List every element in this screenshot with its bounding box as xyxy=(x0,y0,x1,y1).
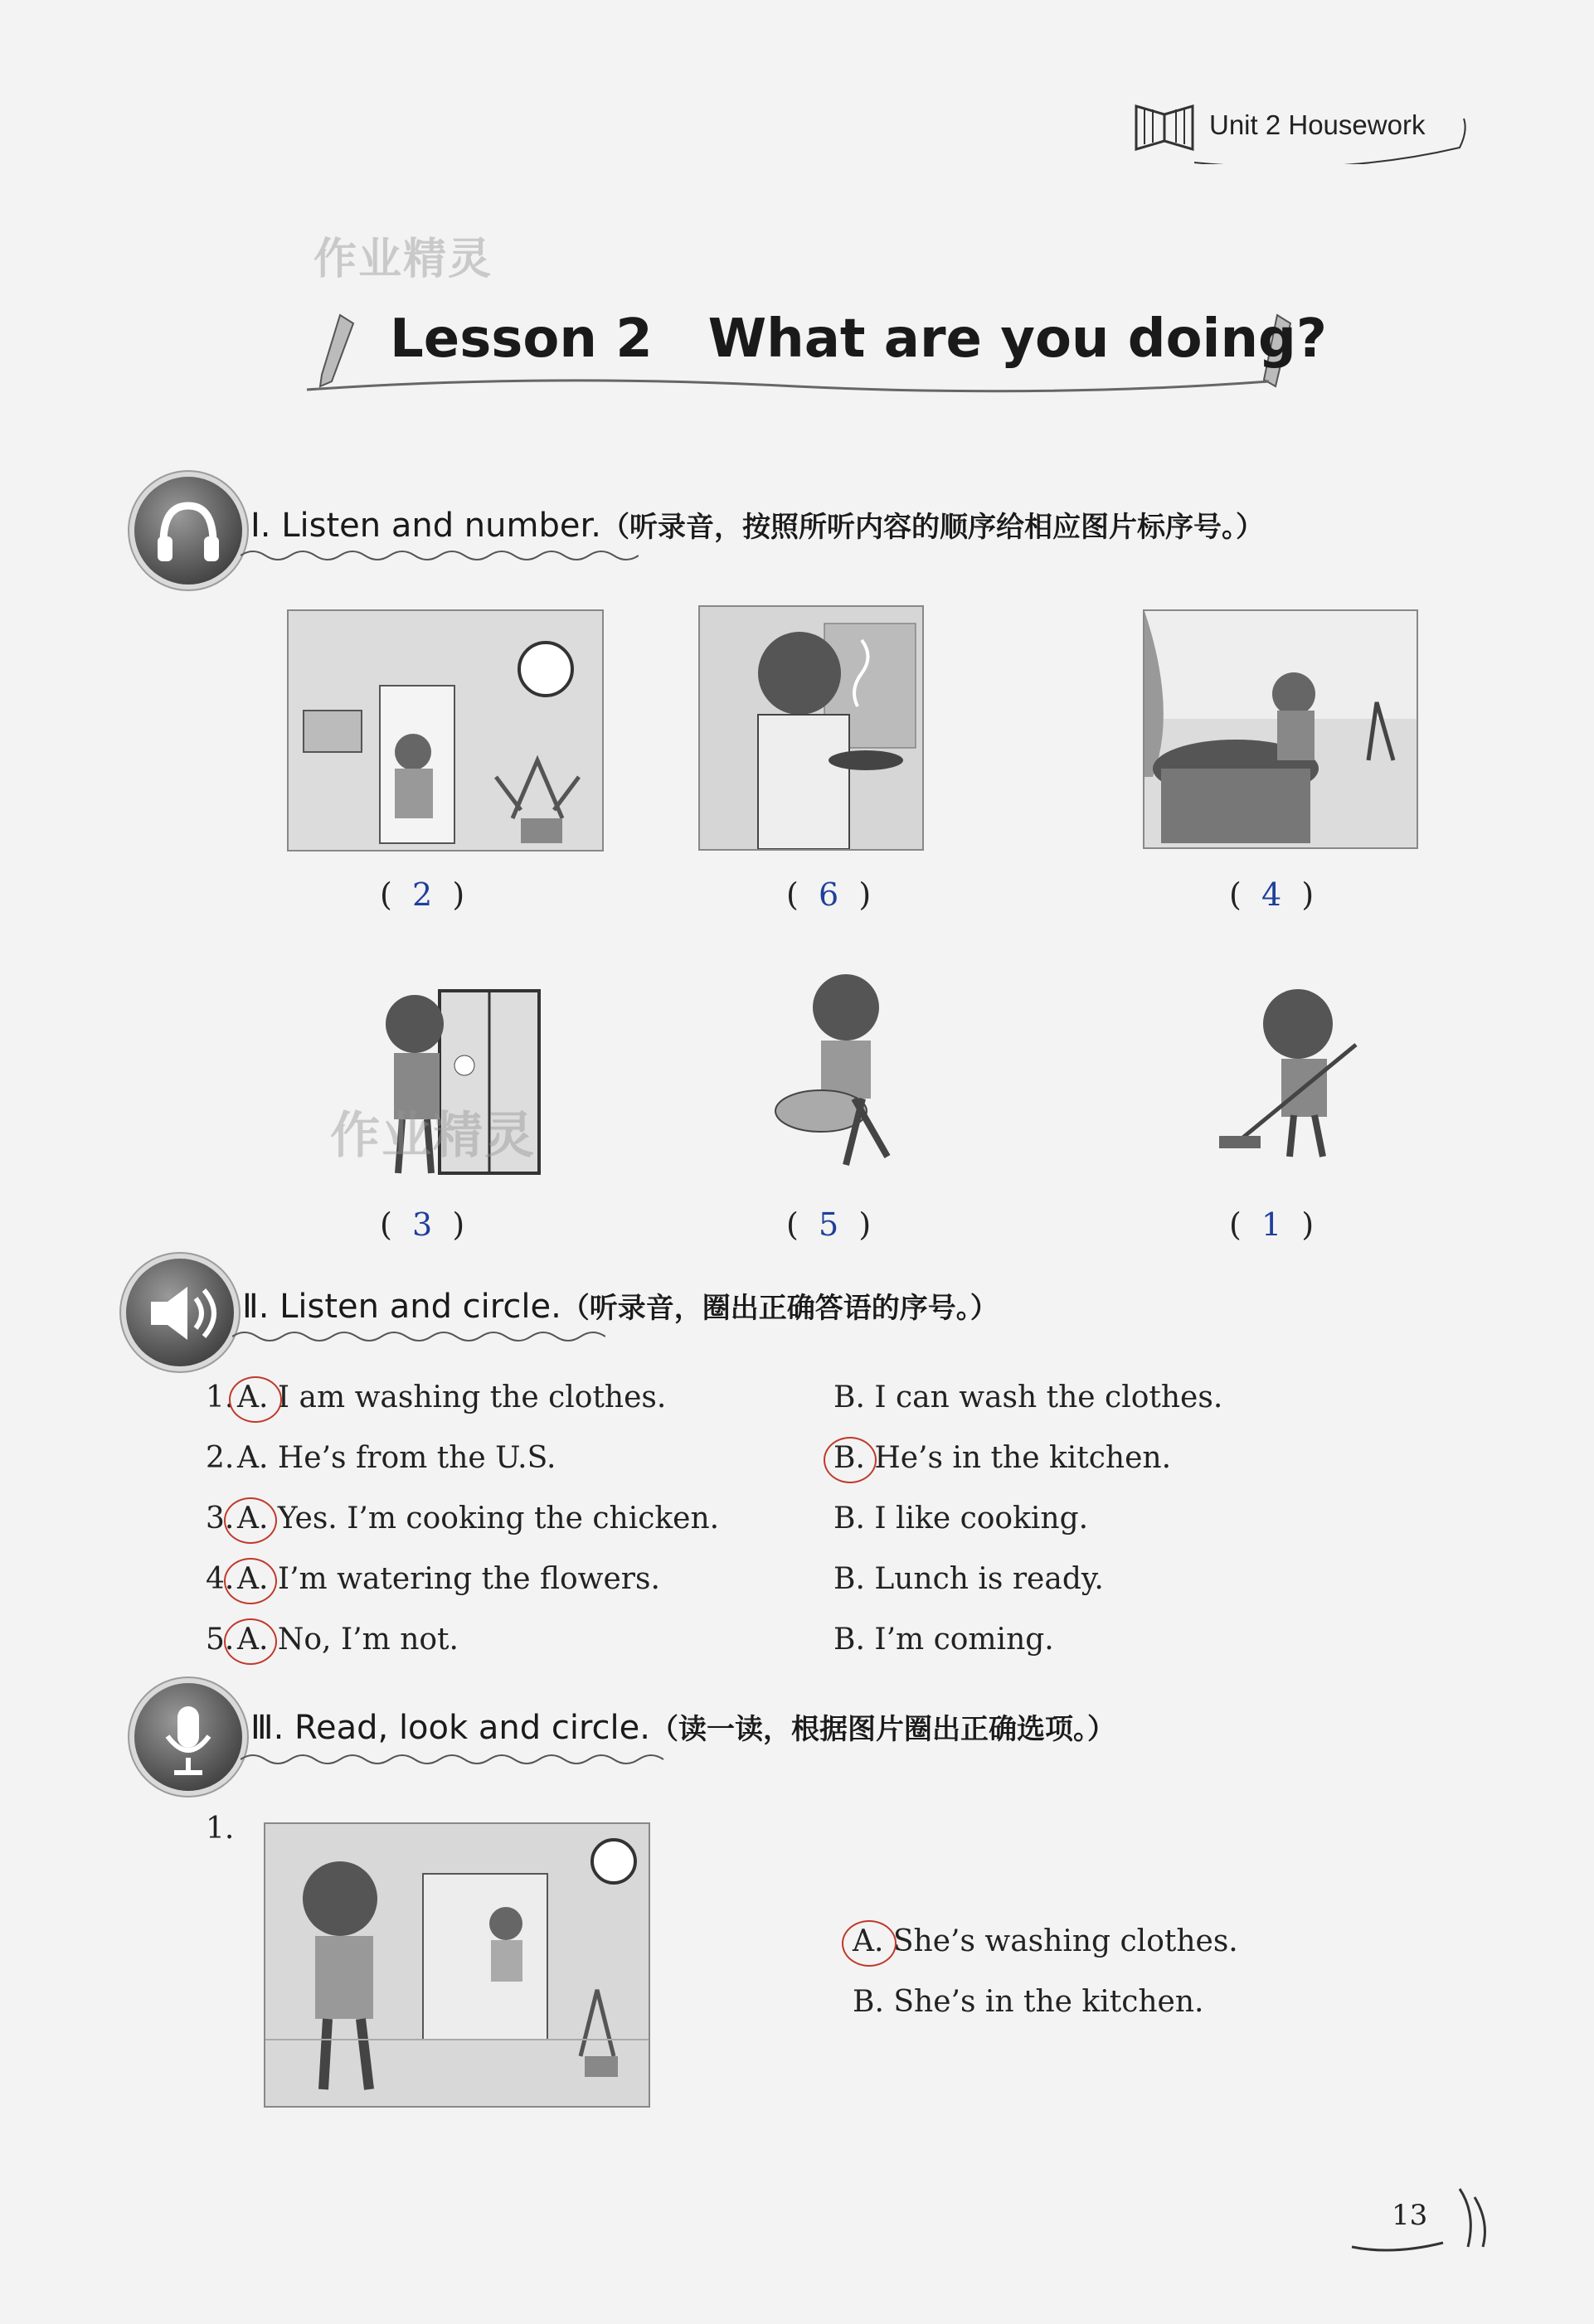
picture-girl-washing-bowl xyxy=(763,966,912,1173)
option-b[interactable]: B. I like cooking. xyxy=(833,1502,1089,1536)
section1-title: Ⅰ. Listen and number.（听录音，按照所听内容的顺序给相应图片标序号。） xyxy=(250,507,1264,545)
section3-title: Ⅲ. Read, look and circle.（读一读，根据图片圈出正确选项。） xyxy=(250,1709,1115,1747)
answer-circle xyxy=(224,1497,277,1544)
option-a[interactable]: A. Yes. I’m cooking the chicken. xyxy=(237,1502,720,1536)
picture-boy-cooking xyxy=(698,605,924,851)
option-a[interactable]: A. I am washing the clothes. xyxy=(237,1380,667,1414)
answer-blank-6: ( 1 ) xyxy=(1229,1206,1315,1243)
item-number: 1. xyxy=(206,1812,235,1846)
wavy-underline xyxy=(241,1751,672,1768)
option-a[interactable]: A. No, I’m not. xyxy=(237,1623,459,1657)
answer-circle xyxy=(842,1920,897,1967)
clock-icon xyxy=(519,643,572,696)
option-b[interactable]: B. She’s in the kitchen. xyxy=(853,1985,1204,2019)
picture-boy-hallway xyxy=(264,1822,650,2108)
answer-blank-5: ( 5 ) xyxy=(786,1206,872,1243)
option-b[interactable]: B. He’s in the kitchen. xyxy=(833,1441,1172,1475)
watermark: 作业精灵 xyxy=(330,1107,536,1165)
item-number: 3. xyxy=(206,1502,235,1536)
answer-blank-3: ( 4 ) xyxy=(1229,876,1315,913)
lesson-title: Lesson 2 What are you doing? xyxy=(390,308,1327,370)
item-number: 1. xyxy=(206,1380,235,1414)
picture-girl-washing xyxy=(287,609,604,851)
answer-blank-4: ( 3 ) xyxy=(380,1206,465,1243)
item-number: 5. xyxy=(206,1623,235,1657)
option-b[interactable]: B. I’m coming. xyxy=(833,1623,1054,1657)
answer-circle xyxy=(224,1618,277,1665)
picture-girl-mopping xyxy=(1207,982,1406,1165)
answer-blank-1: ( 2 ) xyxy=(380,876,465,913)
pencil-icon xyxy=(320,315,353,386)
option-a[interactable]: A. She’s washing clothes. xyxy=(853,1924,1238,1958)
item-number: 2. xyxy=(206,1441,235,1475)
answer-blank-2: ( 6 ) xyxy=(786,876,872,913)
answer-circle xyxy=(224,1558,277,1604)
wavy-underline xyxy=(241,547,639,564)
answer-circle xyxy=(824,1437,877,1483)
section2-title: Ⅱ. Listen and circle.（听录音，圈出正确答语的序号。） xyxy=(242,1288,999,1326)
answer-circle xyxy=(229,1376,282,1423)
option-a[interactable]: A. He’s from the U.S. xyxy=(237,1441,556,1475)
picture-watering-flowers xyxy=(1143,609,1418,849)
option-b[interactable]: B. Lunch is ready. xyxy=(833,1562,1104,1596)
page-number: 13 xyxy=(1392,2199,1428,2232)
speaker-icon xyxy=(126,1259,234,1366)
option-b[interactable]: B. I can wash the clothes. xyxy=(833,1380,1223,1414)
clock-icon xyxy=(592,1840,635,1883)
wavy-underline xyxy=(232,1328,605,1345)
microphone-icon xyxy=(134,1683,242,1791)
headphones-icon xyxy=(134,477,242,585)
option-a[interactable]: A. I’m watering the flowers. xyxy=(237,1562,660,1596)
item-number: 4. xyxy=(206,1562,235,1596)
watermark: 作业精灵 xyxy=(313,235,493,284)
unit-title: Unit 2 Housework xyxy=(1209,109,1426,140)
